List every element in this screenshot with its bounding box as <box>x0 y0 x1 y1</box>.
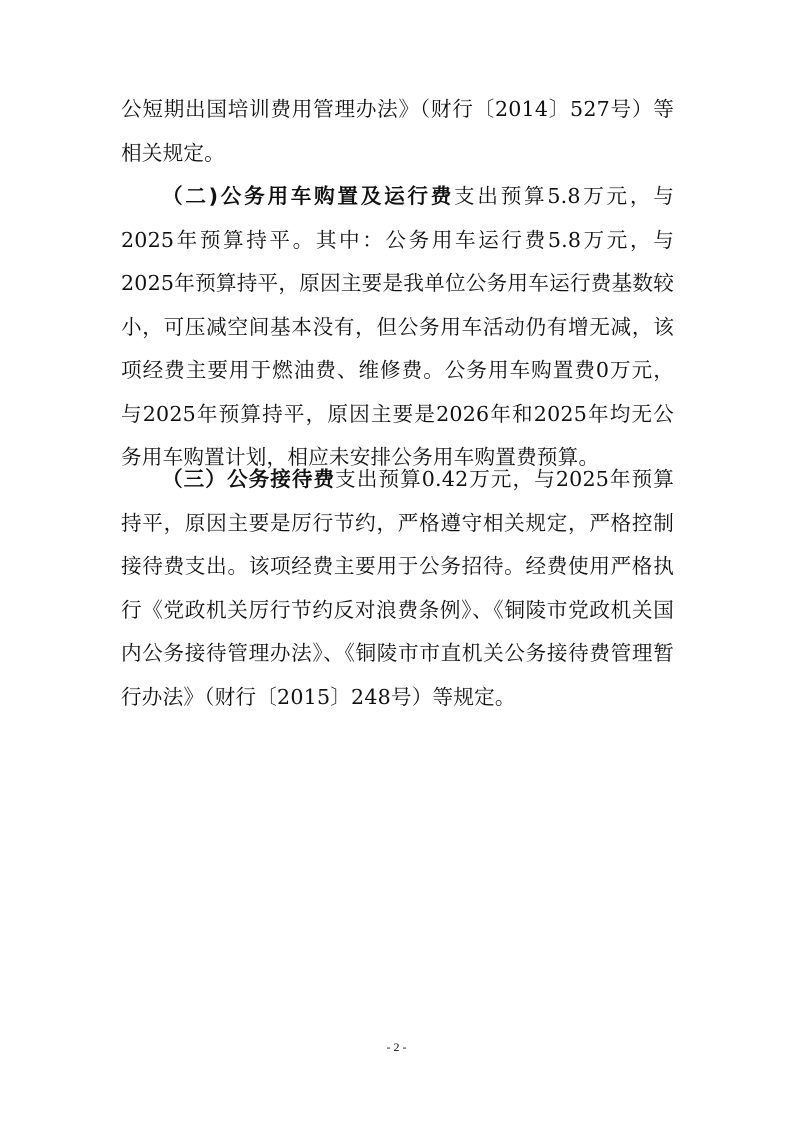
paragraph-continuation <box>121 88 674 175</box>
section-heading-reception: （三）公务接待费 <box>162 467 336 491</box>
paragraph-reception-expenses <box>121 458 674 719</box>
page-number: - 2 - <box>386 1040 407 1054</box>
paragraph-continuation-text: 公短期出国培训费用管理办法》（财行〔2014〕527号）等相关规定。 <box>121 97 674 165</box>
section-body-reception: 支出预算0.42万元，与2025年预算持平，原因主要是厉行节约，严格遵守相关规定，严格控制接待费支出。该项经费主要用于公务招待。经费使用严格执行《党政机关厉行节约反对浪费条例》、《铜陵市党政机关国内公务接待管理办法》、《铜陵市市直机关公务接待费管理暂行办法》（财行〔2015〕248号）等规定。 <box>121 467 674 709</box>
section-body-vehicle: 支出预算5.8万元，与2025年预算持平。其中：公务用车运行费5.8万元，与2025年预算持平，原因主要是我单位公务用车运行费基数较小，可压减空间基本没有，但公务用车活动仍有增无减，该项经费主要用于燃油费、维修费。公务用车购置费0万元，与2025年预算持平，原因主要是2026年和2025年均无公务用车购置计划，相应未安排公务用车购置费预算。 <box>121 184 674 469</box>
paragraph-vehicle-expenses <box>121 175 674 480</box>
section-heading-vehicle: （二)公务用车购置及运行费 <box>162 184 455 208</box>
